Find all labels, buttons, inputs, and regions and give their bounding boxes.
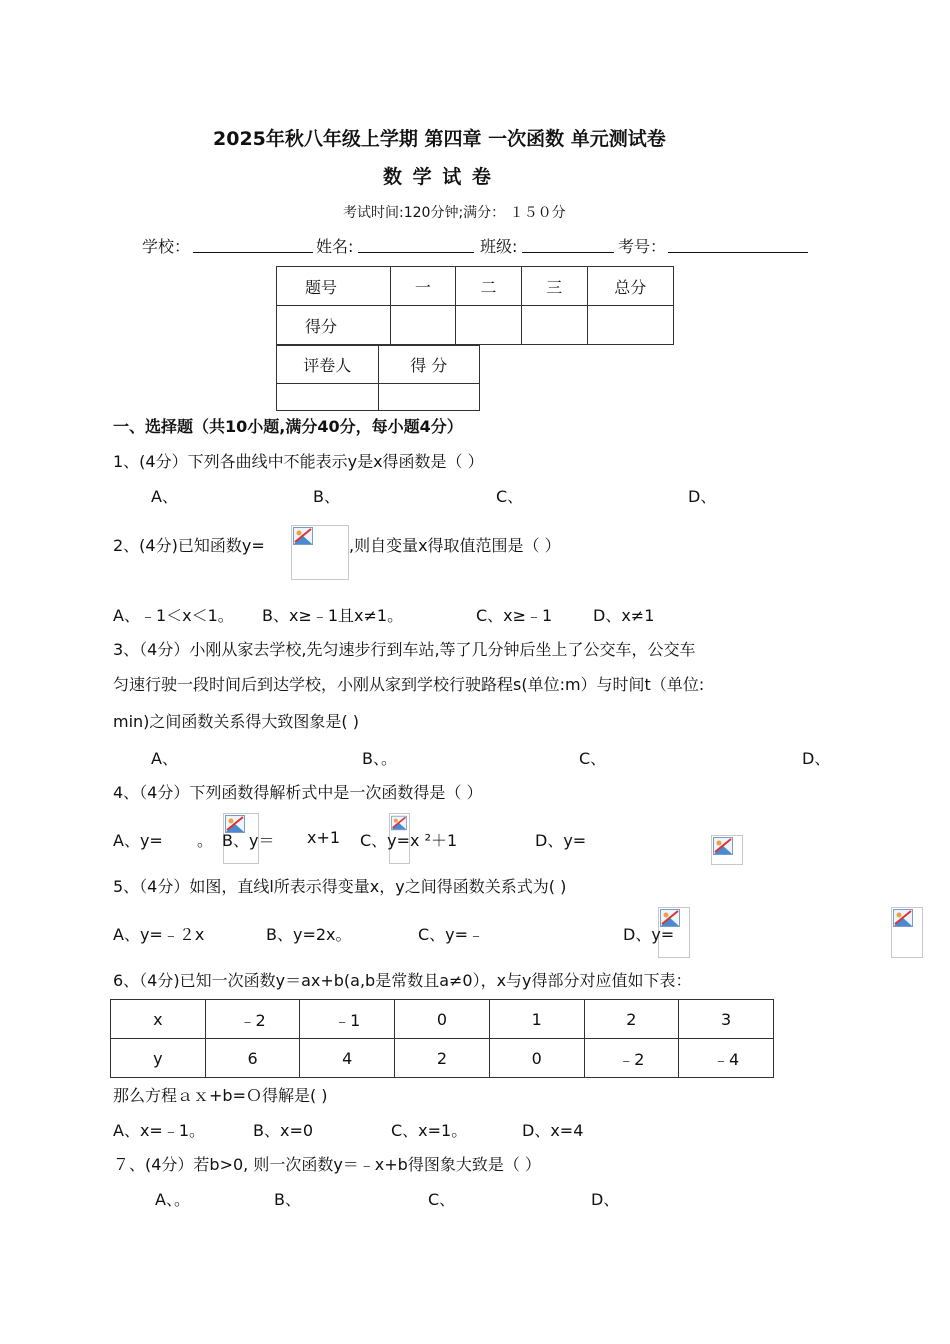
score-header-cell: 三	[521, 267, 587, 306]
field-class-label: 班级:	[480, 237, 518, 256]
grader-header-cell: 得 分	[378, 346, 480, 384]
score-input-cell[interactable]	[521, 306, 587, 345]
broken-image-icon	[711, 835, 743, 865]
question-2-stem-end: ,则自变量x得取值范围是（ ）	[349, 536, 561, 555]
score-header-cell: 题号	[277, 267, 391, 306]
score-input-cell[interactable]	[456, 306, 522, 345]
question-3-option-b: B、。	[362, 749, 397, 768]
question-1-option-c: C、	[496, 487, 524, 506]
grader-input-cell[interactable]	[277, 384, 379, 411]
table-cell: ﹣2	[205, 1000, 300, 1039]
grader-header-cell: 评卷人	[277, 346, 379, 384]
table-cell: 0	[395, 1000, 490, 1039]
question-6-option-c: C、x=1。	[391, 1121, 468, 1140]
question-4-option-b-end: x+1	[307, 828, 341, 847]
table-cell: ﹣2	[584, 1039, 679, 1078]
question-1-option-b: B、	[313, 487, 340, 506]
question-7-option-b: B、	[274, 1190, 301, 1209]
grader-table	[276, 345, 480, 411]
field-school-label: 学校：	[142, 237, 191, 256]
question-3-line: 匀速行驶一段时间后到达学校，小刚从家到学校行驶路程s(单位:m）与时间t（单位:	[113, 675, 705, 694]
question-6-option-d: D、x=4	[522, 1121, 584, 1140]
broken-image-icon	[291, 525, 349, 580]
score-header-cell: 一	[390, 267, 456, 306]
score-row-label: 得分	[277, 306, 391, 345]
question-3-line: min)之间函数关系得大致图象是( )	[113, 712, 359, 731]
field-id-label: 考号：	[618, 237, 667, 256]
table-cell: 6	[205, 1039, 300, 1078]
question-7-option-a: A、。	[155, 1190, 190, 1209]
question-6-value-table	[110, 999, 774, 1078]
question-2-option-b: B、x≥﹣1且x≠1。	[262, 606, 404, 625]
question-2-stem-start: 2、(4分)已知函数y=	[113, 536, 265, 555]
score-table	[276, 266, 674, 345]
question-5-option-d: D、y=	[623, 925, 675, 944]
question-2-option-c: C、x≥﹣1	[476, 606, 553, 625]
question-4-stem: 4、（4分）下列函数得解析式中是一次函数得是（ ）	[113, 783, 483, 802]
grader-input-cell[interactable]	[378, 384, 480, 411]
question-6-followup: 那么方程ａｘ+b=Ｏ得解是( )	[113, 1086, 328, 1105]
question-4-option-a-end: 。	[197, 831, 214, 850]
section-heading: 一、选择题（共10小题,满分40分，每小题4分）	[113, 417, 463, 436]
question-1-stem: 1、(4分）下列各曲线中不能表示y是x得函数是（ ）	[113, 452, 484, 471]
question-4-option-d: D、y=	[535, 831, 587, 850]
question-5-option-a: A、y=﹣２x	[113, 925, 205, 944]
table-cell: y	[111, 1039, 206, 1078]
table-cell: 2	[395, 1039, 490, 1078]
table-cell: ﹣1	[300, 1000, 395, 1039]
score-header-cell: 总分	[587, 267, 673, 306]
field-name-label: 姓名:	[316, 237, 354, 256]
table-cell: 2	[584, 1000, 679, 1039]
broken-image-icon	[891, 907, 923, 958]
question-1-option-a: A、	[151, 487, 178, 506]
question-4-option-a: A、y=	[113, 831, 163, 850]
question-5-stem: 5、（4分）如图，直线l所表示得变量x，y之间得函数关系式为( )	[113, 877, 567, 896]
score-input-cell[interactable]	[587, 306, 673, 345]
question-5-option-b: B、y=2x。	[266, 925, 352, 944]
table-cell: 0	[489, 1039, 584, 1078]
question-1-option-d: D、	[688, 487, 717, 506]
question-2-option-a: A、﹣1＜x＜1。	[113, 606, 234, 625]
question-3-option-d: D、	[802, 749, 831, 768]
exam-info: 考试时间:120分钟;满分： １５０分	[343, 205, 566, 221]
question-7-option-c: C、	[428, 1190, 456, 1209]
field-school-blank[interactable]	[193, 252, 313, 253]
table-cell: 1	[489, 1000, 584, 1039]
question-6-option-a: A、x=﹣1。	[113, 1121, 206, 1140]
question-3-line: 3、（4分）小刚从家去学校,先匀速步行到车站,等了几分钟后坐上了公交车，公交车	[113, 640, 696, 659]
page-title: 2025年秋八年级上学期 第四章 一次函数 单元测试卷	[213, 128, 666, 150]
question-6-option-b: B、x=0	[253, 1121, 314, 1140]
field-name-blank[interactable]	[358, 252, 474, 253]
score-input-cell[interactable]	[390, 306, 456, 345]
score-header-cell: 二	[456, 267, 522, 306]
question-2-option-d: D、x≠1	[593, 606, 655, 625]
question-3-option-a: A、	[151, 749, 178, 768]
question-7-stem: ７、(4分）若b>0, 则一次函数y＝﹣x+b得图象大致是（ ）	[113, 1155, 541, 1174]
question-7-option-d: D、	[591, 1190, 620, 1209]
question-4-option-c: C、y=x ²＋1	[360, 831, 458, 850]
table-cell: 4	[300, 1039, 395, 1078]
table-cell: x	[111, 1000, 206, 1039]
field-class-blank[interactable]	[522, 252, 614, 253]
field-id-blank[interactable]	[668, 252, 808, 253]
question-6-stem: 6、（4分)已知一次函数y＝ax+b(a,b是常数且a≠0），x与y得部分对应值如下表：	[113, 971, 692, 990]
table-cell: ﹣4	[679, 1039, 774, 1078]
table-cell: 3	[679, 1000, 774, 1039]
question-5-option-c: C、y=﹣	[418, 925, 485, 944]
question-4-option-b: B、y＝	[222, 831, 275, 850]
page-subtitle: 数 学 试 卷	[383, 166, 493, 188]
question-3-option-c: C、	[579, 749, 607, 768]
